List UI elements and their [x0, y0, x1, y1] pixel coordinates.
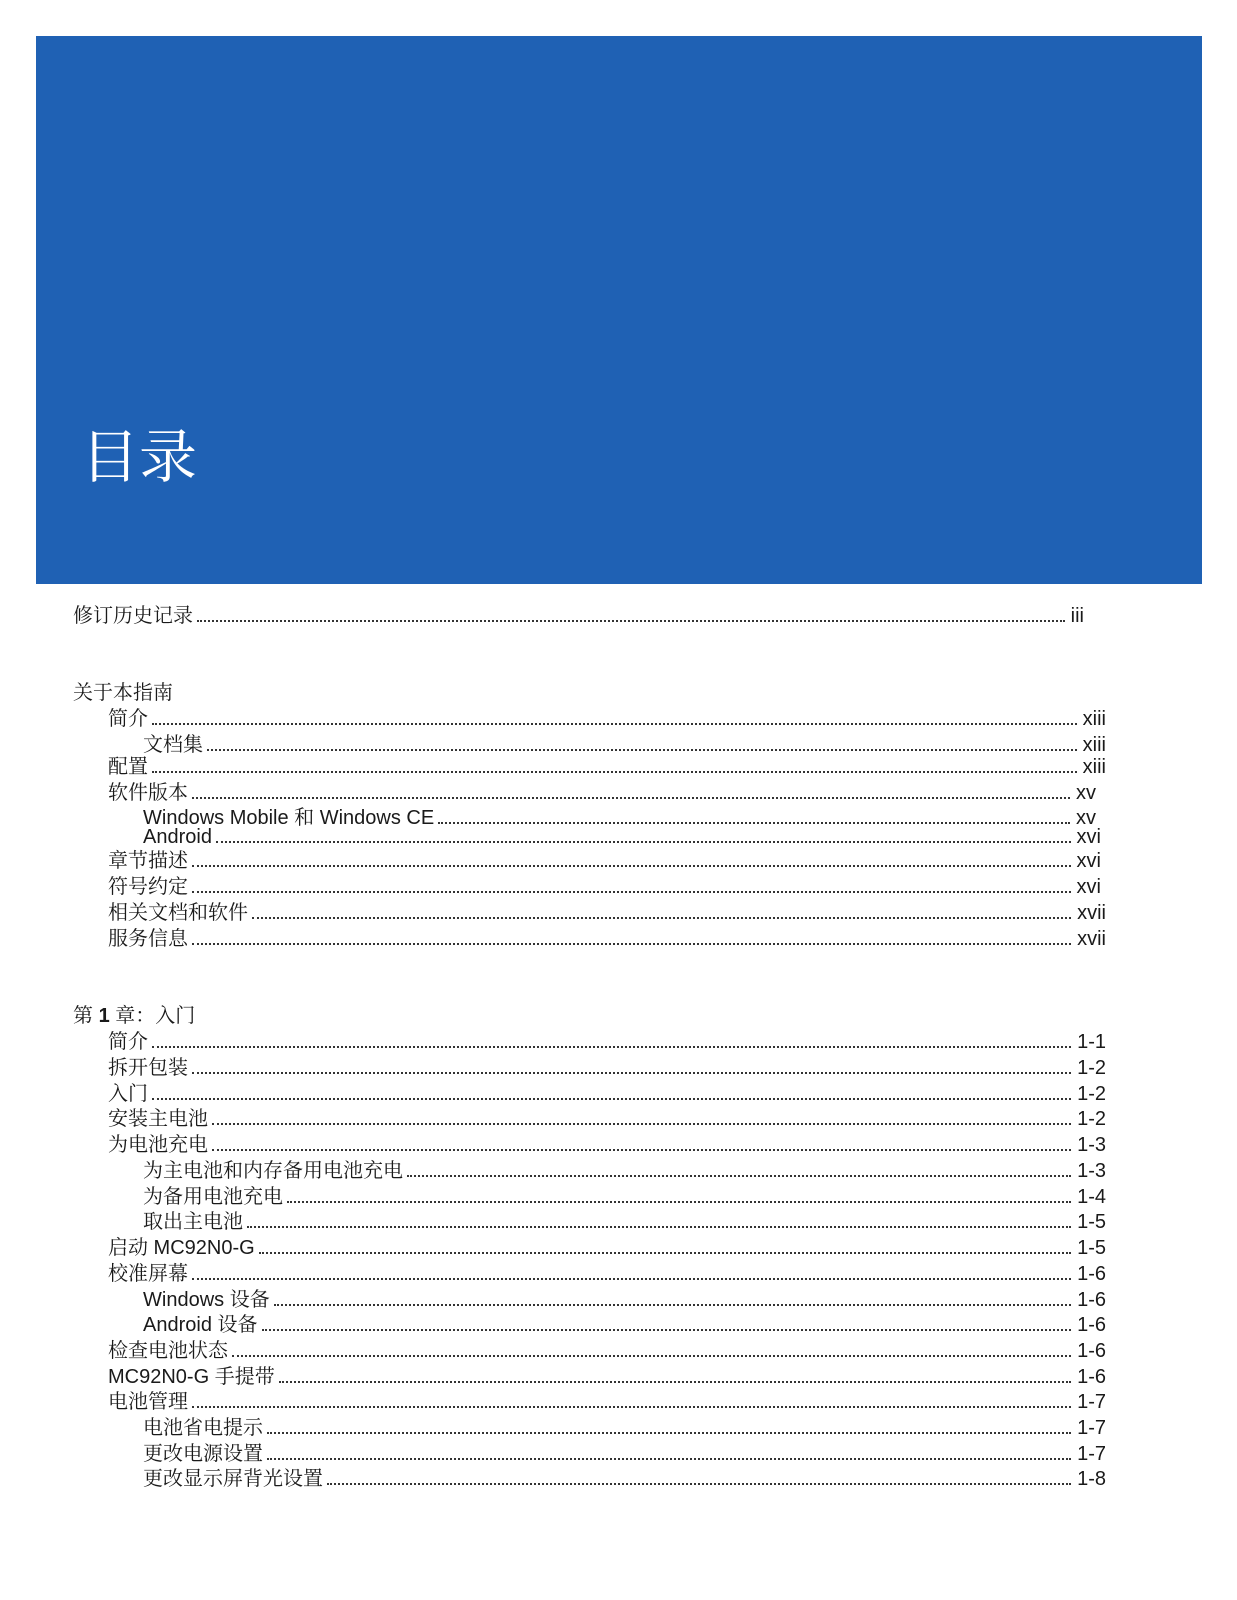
- dot-leader: [192, 1390, 1071, 1408]
- dot-leader: [207, 733, 1077, 751]
- toc-entry-page: xv: [1076, 807, 1096, 829]
- dot-leader: [192, 1056, 1071, 1074]
- dot-leader: [407, 1159, 1071, 1177]
- dot-leader: [152, 707, 1077, 725]
- toc-entry-label: 为主电池和内存备用电池充电: [143, 1160, 403, 1182]
- toc-entry[interactable]: [143, 825, 1101, 849]
- dot-leader: [212, 1133, 1071, 1151]
- toc-entry[interactable]: [143, 1288, 1106, 1312]
- dot-leader: [197, 604, 1065, 622]
- toc-entry[interactable]: [143, 1185, 1106, 1209]
- toc-entry[interactable]: [108, 927, 1106, 951]
- dot-leader: [192, 1262, 1071, 1280]
- toc-entry-label: 拆开包装: [108, 1057, 188, 1079]
- toc-entry[interactable]: [108, 849, 1101, 873]
- toc-entry-label: 入门: [108, 1083, 148, 1105]
- toc-entry-page: 1-7: [1077, 1443, 1106, 1465]
- toc-entry-label: 取出主电池: [143, 1211, 243, 1233]
- dot-leader: [438, 806, 1070, 824]
- toc-entry-label: MC92N0-G 手提带: [108, 1366, 275, 1388]
- toc-entry-label: 文档集: [143, 734, 203, 756]
- dot-leader: [212, 1107, 1071, 1125]
- toc-entry[interactable]: [108, 1365, 1106, 1389]
- toc-entry[interactable]: [108, 1082, 1106, 1106]
- toc-entry-label: 配置: [108, 756, 148, 778]
- toc-entry-page: 1-3: [1077, 1134, 1106, 1156]
- toc-entry[interactable]: [108, 901, 1106, 925]
- dot-leader: [192, 849, 1071, 867]
- dot-leader: [232, 1339, 1071, 1357]
- section-heading-chapter-1: [73, 1004, 195, 1028]
- toc-entry-label: 启动 MC92N0-G: [108, 1237, 255, 1259]
- dot-leader: [259, 1236, 1071, 1254]
- dot-leader: [327, 1467, 1071, 1485]
- toc-entry-page: 1-5: [1077, 1211, 1106, 1233]
- toc-entry[interactable]: [143, 1313, 1106, 1337]
- toc-entry-page: 1-6: [1077, 1289, 1106, 1311]
- toc-entry-label: 电池省电提示: [143, 1417, 263, 1439]
- dot-leader: [287, 1185, 1071, 1203]
- toc-entry-page: 1-2: [1077, 1083, 1106, 1105]
- toc-entry-page: 1-8: [1077, 1468, 1106, 1490]
- toc-entry-label: 更改电源设置: [143, 1443, 263, 1465]
- toc-entry-label: 简介: [108, 708, 148, 730]
- dot-leader: [279, 1365, 1071, 1383]
- toc-entry[interactable]: [108, 1262, 1106, 1286]
- dot-leader: [192, 927, 1071, 945]
- toc-entry-label: 为电池充电: [108, 1134, 208, 1156]
- toc-entry[interactable]: [108, 1056, 1106, 1080]
- dot-leader: [252, 901, 1071, 919]
- toc-entry-page: xvi: [1076, 876, 1101, 898]
- toc-entry[interactable]: [108, 1030, 1106, 1054]
- chapter-title: 章：入门: [115, 1005, 196, 1027]
- dot-leader: [267, 1442, 1071, 1460]
- toc-entry-page: xvi: [1076, 850, 1101, 872]
- dot-leader: [152, 1082, 1071, 1100]
- toc-entry[interactable]: [108, 1107, 1106, 1131]
- toc-entry[interactable]: [108, 707, 1106, 731]
- toc-entry[interactable]: [143, 1159, 1106, 1183]
- toc-entry-label: 校准屏幕: [108, 1263, 188, 1285]
- toc-entry-label: 更改显示屏背光设置: [143, 1468, 323, 1490]
- toc-entry[interactable]: [143, 1442, 1106, 1466]
- dot-leader: [274, 1288, 1071, 1306]
- toc-entry-page: 1-3: [1077, 1160, 1106, 1182]
- toc-entry-page: iii: [1070, 605, 1084, 627]
- toc-entry-page: xv: [1076, 782, 1096, 804]
- toc-entry-label: 检查电池状态: [108, 1340, 228, 1362]
- toc-entry[interactable]: [143, 733, 1106, 757]
- chapter-prefix: 第: [73, 1005, 93, 1027]
- toc-entry-label: Android 设备: [143, 1314, 258, 1336]
- toc-entry-label: 符号约定: [108, 876, 188, 898]
- toc-entry[interactable]: [108, 1133, 1106, 1157]
- toc-entry[interactable]: [108, 1390, 1106, 1414]
- toc-entry-page: 1-6: [1077, 1263, 1106, 1285]
- toc-entry[interactable]: [108, 875, 1101, 899]
- toc-entry-page: xvii: [1077, 902, 1106, 924]
- toc-entry-page: xvi: [1076, 826, 1101, 848]
- dot-leader: [267, 1416, 1071, 1434]
- toc-entry[interactable]: [143, 1416, 1106, 1440]
- toc-entry-label: 安装主电池: [108, 1108, 208, 1130]
- dot-leader: [247, 1210, 1071, 1228]
- chapter-number: 1: [98, 1005, 110, 1027]
- toc-entry-page: 1-1: [1077, 1031, 1106, 1053]
- toc-entry-page: 1-7: [1077, 1417, 1106, 1439]
- page-title: 目录: [81, 423, 198, 491]
- toc-entry-label: 相关文档和软件: [108, 902, 248, 924]
- toc-entry-label: 服务信息: [108, 928, 188, 950]
- toc-entry-label: 电池管理: [108, 1391, 188, 1413]
- toc-entry-page: xvii: [1077, 928, 1106, 950]
- dot-leader: [192, 781, 1070, 799]
- toc-entry[interactable]: [108, 1339, 1106, 1363]
- toc-entry-label: 简介: [108, 1031, 148, 1053]
- toc-entry-page: 1-7: [1077, 1391, 1106, 1413]
- toc-entry[interactable]: [108, 755, 1106, 779]
- toc-entry-label: Windows Mobile 和 Windows CE: [143, 807, 435, 829]
- toc-entry[interactable]: [143, 1210, 1106, 1234]
- toc-entry-page: xiii: [1082, 756, 1106, 778]
- toc-entry-label: 为备用电池充电: [143, 1186, 283, 1208]
- toc-entry-label: 软件版本: [108, 782, 188, 804]
- toc-entry-page: 1-2: [1077, 1108, 1106, 1130]
- toc-entry-page: xiii: [1082, 734, 1106, 756]
- toc-entry-page: 1-6: [1077, 1366, 1106, 1388]
- dot-leader: [262, 1313, 1072, 1331]
- dot-leader: [152, 755, 1077, 773]
- dot-leader: [216, 825, 1071, 843]
- toc-entry-page: 1-4: [1077, 1186, 1106, 1208]
- dot-leader: [152, 1030, 1071, 1048]
- section-heading-about: 关于本指南: [73, 682, 173, 704]
- toc-entry[interactable]: [108, 781, 1096, 805]
- toc-entry-revision-history[interactable]: [73, 604, 1084, 628]
- toc-entry-page: 1-6: [1077, 1314, 1106, 1336]
- toc-entry-label: 章节描述: [108, 850, 188, 872]
- toc-entry[interactable]: [108, 1236, 1106, 1260]
- toc-entry-label: 修订历史记录: [73, 605, 193, 627]
- toc-entry-page: 1-2: [1077, 1057, 1106, 1079]
- toc-entry-page: 1-5: [1077, 1237, 1106, 1259]
- toc-entry-page: xiii: [1082, 708, 1106, 730]
- toc-entry-label: Windows 设备: [143, 1289, 270, 1311]
- toc-entry-page: 1-6: [1077, 1340, 1106, 1362]
- toc-entry[interactable]: [143, 1467, 1106, 1491]
- dot-leader: [192, 875, 1071, 893]
- toc-entry-label: Android: [143, 826, 212, 848]
